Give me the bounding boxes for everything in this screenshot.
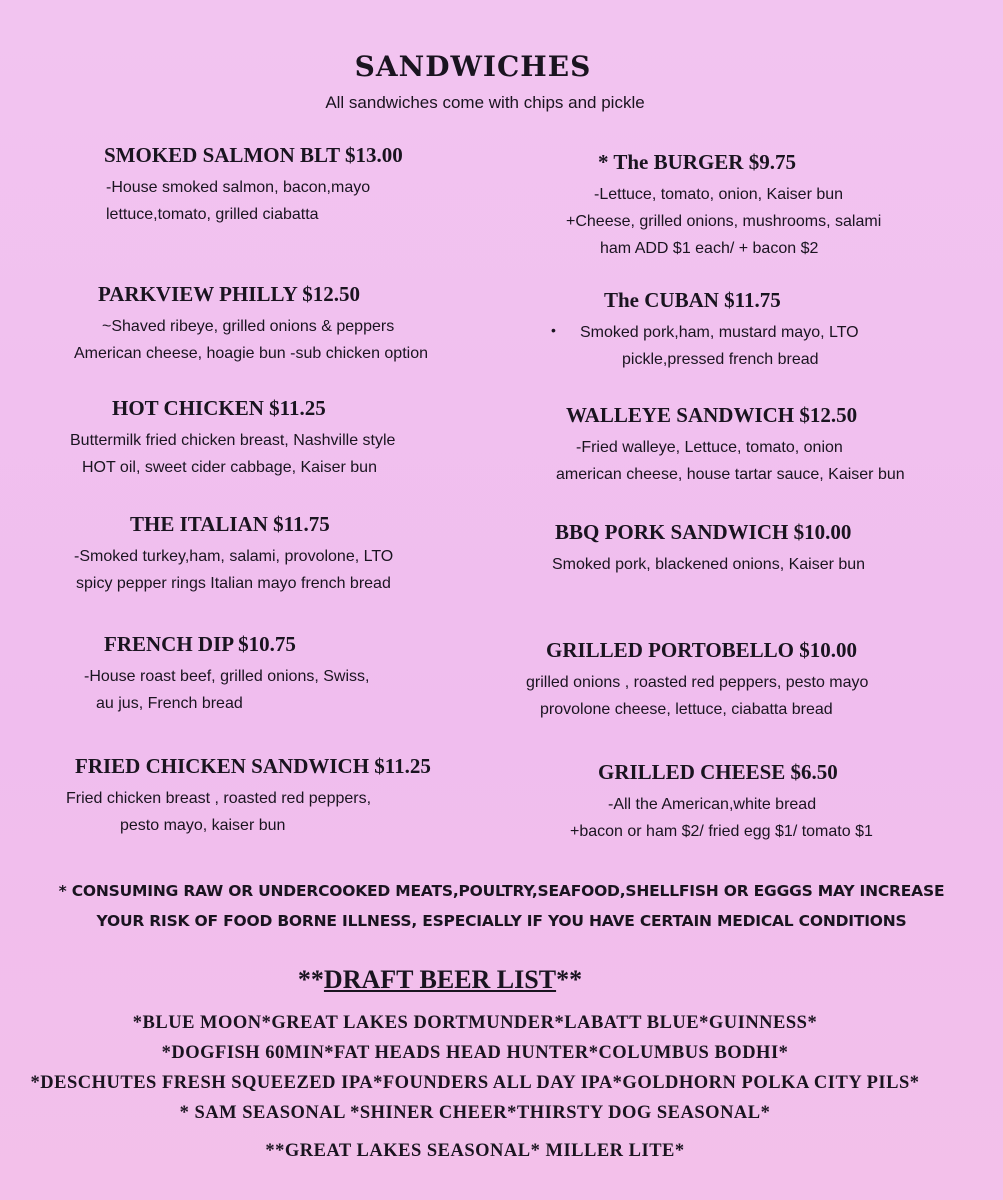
menu-item-name: HOT CHICKEN $11.25	[112, 396, 326, 420]
bullet-mark: •	[551, 322, 556, 338]
menu-item-french-dip	[84, 632, 369, 717]
menu-item-grilled-cheese	[570, 760, 873, 845]
menu-item-name: GRILLED PORTOBELLO $10.00	[546, 638, 858, 662]
menu-item-name: GRILLED CHEESE $6.50	[598, 760, 838, 784]
menu-item-the-italian	[74, 512, 393, 597]
menu-item-name: THE ITALIAN $11.75	[130, 512, 330, 536]
beer-list-line: *DESCHUTES FRESH SQUEEZED IPA*FOUNDERS ALL DAY IPA*GOLDHORN POLKA CITY PILS*	[30, 1073, 920, 1093]
menu-item-name: The CUBAN $11.75	[604, 288, 781, 312]
menu-item-name: * The BURGER $9.75	[598, 150, 796, 174]
menu-item-hot-chicken	[70, 396, 395, 481]
page-title: SANDWICHES	[354, 50, 592, 83]
page-subtitle: All sandwiches come with chips and pickle	[325, 93, 645, 112]
beer-list-line: *DOGFISH 60MIN*FAT HEADS HEAD HUNTER*COLUMBUS BODHI*	[161, 1043, 789, 1063]
beer-list-line: *BLUE MOON*GREAT LAKES DORTMUNDER*LABATT BLUE*GUINNESS*	[132, 1013, 818, 1033]
beer-list	[0, 1008, 950, 1166]
menu-item-desc: HOT oil, sweet cider cabbage, Kaiser bun	[82, 459, 377, 476]
menu-item-name: WALLEYE SANDWICH $12.50	[566, 403, 858, 427]
menu-item-desc: ham ADD $1 each/ + bacon $2	[600, 240, 819, 257]
beer-title-prefix: **	[297, 965, 324, 994]
menu-item-name: FRIED CHICKEN SANDWICH $11.25	[75, 754, 431, 778]
menu-item-desc: spicy pepper rings Italian mayo french bread	[76, 575, 391, 592]
menu-item-desc: lettuce,tomato, grilled ciabatta	[106, 206, 319, 223]
menu-item-desc: +Cheese, grilled onions, mushrooms, salami	[566, 213, 882, 230]
menu-item-walleye-sandwich	[556, 403, 905, 488]
menu-item-desc: -House roast beef, grilled onions, Swiss,	[84, 668, 370, 685]
menu-item-the-burger	[566, 150, 881, 262]
menu-item-grilled-portobello	[526, 638, 868, 723]
beer-list-title	[0, 965, 880, 995]
menu-item-desc: pickle,pressed french bread	[622, 351, 819, 368]
menu-item-name: SMOKED SALMON BLT $13.00	[104, 143, 403, 167]
menu-item-name: FRENCH DIP $10.75	[104, 632, 296, 656]
menu-item-desc: Smoked pork,ham, mustard mayo, LTO	[580, 324, 859, 341]
menu-item-desc: au jus, French bread	[96, 695, 243, 712]
menu-item-smoked-salmon-blt	[104, 143, 403, 228]
menu-item-parkview-philly	[74, 282, 428, 367]
warning-line: * CONSUMING RAW OR UNDERCOOKED MEATS,POULTRY,SEAFOOD,SHELLFISH OR EGGGS MAY INCREASE	[58, 882, 945, 900]
menu-item-desc: Buttermilk fried chicken breast, Nashville style	[70, 432, 396, 449]
menu-item-desc: ~Shaved ribeye, grilled onions & peppers	[102, 318, 395, 335]
menu-item-desc: pesto mayo, kaiser bun	[120, 817, 286, 834]
menu-item-desc: -Smoked turkey,ham, salami, provolone, LTO	[74, 548, 394, 565]
menu-item-desc: grilled onions , roasted red peppers, pesto mayo	[526, 674, 869, 691]
beer-list-line: **GREAT LAKES SEASONAL* MILLER LITE*	[265, 1141, 685, 1161]
warning-line: YOUR RISK OF FOOD BORNE ILLNESS, ESPECIALLY IF YOU HAVE CERTAIN MEDICAL CONDITIONS	[96, 912, 907, 930]
menu-item-desc: Smoked pork, blackened onions, Kaiser bun	[552, 556, 866, 573]
menu-item-the-cuban	[580, 288, 859, 373]
menu-item-desc: -All the American,white bread	[608, 796, 817, 813]
menu-item-desc: -Lettuce, tomato, onion, Kaiser bun	[594, 186, 844, 203]
menu-item-desc: American cheese, hoagie bun -sub chicken option	[74, 345, 428, 362]
beer-title-suffix: **	[556, 965, 583, 994]
menu-item-bbq-pork-sandwich	[552, 520, 865, 578]
menu-item-desc: +bacon or ham $2/ fried egg $1/ tomato $1	[570, 823, 873, 840]
beer-title-text: DRAFT BEER LIST	[323, 965, 557, 994]
menu-item-desc: american cheese, house tartar sauce, Kaiser bun	[556, 466, 905, 483]
food-safety-warning	[0, 876, 1003, 936]
menu-item-fried-chicken-sandwich	[66, 754, 431, 839]
beer-list-line: * SAM SEASONAL *SHINER CHEER*THIRSTY DOG SEASONAL*	[179, 1103, 771, 1123]
menu-item-desc: Fried chicken breast , roasted red peppers,	[66, 790, 372, 807]
menu-item-name: PARKVIEW PHILLY $12.50	[98, 282, 360, 306]
menu-item-desc: -Fried walleye, Lettuce, tomato, onion	[576, 439, 843, 456]
menu-item-desc: -House smoked salmon, bacon,mayo	[106, 179, 371, 196]
menu-item-desc: provolone cheese, lettuce, ciabatta bread	[540, 701, 833, 718]
menu-item-name: BBQ PORK SANDWICH $10.00	[555, 520, 852, 544]
